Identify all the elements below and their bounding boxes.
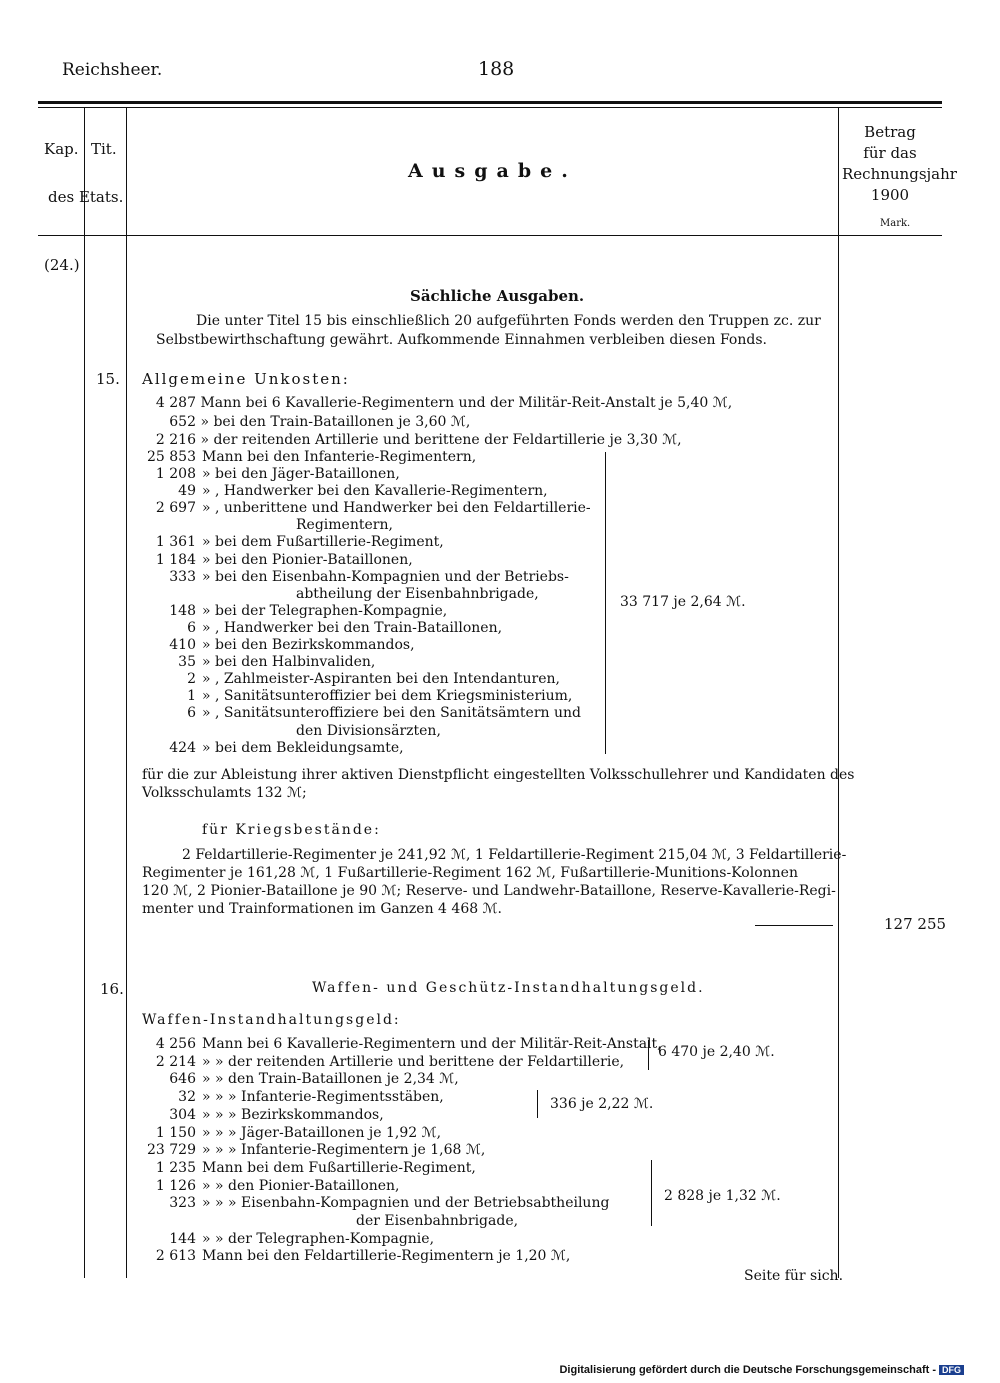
paragraph-line: Regimenter je 161,28 ℳ, 1 Fußartillerie-Regiment 162 ℳ, Fußartillerie-Munitions-Kolonnen xyxy=(142,865,798,881)
list-item xyxy=(140,586,591,603)
list-item xyxy=(140,603,591,620)
table-title: Ausgabe. xyxy=(408,160,577,182)
list-item xyxy=(140,483,591,500)
line-text: » » den Train-Bataillonen je 2,34 ℳ, xyxy=(202,1071,459,1088)
count: 2 697 xyxy=(155,500,196,517)
list-item xyxy=(140,552,591,569)
count: 2 216 xyxy=(155,432,196,448)
count: 304 xyxy=(169,1106,196,1123)
amount-header-line: Betrag xyxy=(864,123,916,141)
list-item xyxy=(140,1071,662,1089)
group-2-total: 336 je 2,22 ℳ. xyxy=(550,1096,654,1112)
list-item xyxy=(140,1036,662,1054)
intro-line: Selbstbewirthschaftung gewährt. Aufkommende Einnahmen verbleiben diesen Fonds. xyxy=(156,332,767,348)
title-15-lines-a xyxy=(140,394,732,450)
line-text: Mann bei den Infanterie-Regimentern, xyxy=(202,449,477,465)
list-item xyxy=(140,705,591,722)
count: 1 361 xyxy=(155,534,196,551)
line-text: » » » Infanterie-Regimentsstäben, xyxy=(202,1089,444,1106)
line-text: » der reitenden Artillerie und berittene der Feldartillerie je 3,30 ℳ, xyxy=(200,432,682,448)
list-item xyxy=(140,1054,662,1072)
list-item xyxy=(140,620,591,637)
line-text: » bei dem Fußartillerie-Regiment, xyxy=(202,534,444,551)
line-text: » bei den Jäger-Bataillonen, xyxy=(202,466,400,483)
count: 4 287 xyxy=(155,395,196,411)
list-item xyxy=(140,688,591,705)
page-number: 188 xyxy=(478,58,515,80)
list-item xyxy=(140,449,591,466)
list-item xyxy=(140,1178,662,1196)
col-tit: Tit. xyxy=(91,140,117,158)
title-15-number: 15. xyxy=(96,370,120,388)
paragraph-line: für die zur Ableistung ihrer aktiven Dienstpflicht eingestellten Volksschullehrer und Kandidaten des xyxy=(142,767,855,783)
amount-header-line: 1900 xyxy=(870,186,910,204)
header-bottom-rule xyxy=(38,235,942,236)
title-16-heading: Waffen-Instandhaltungsgeld: xyxy=(142,1012,401,1028)
teacher-paragraph xyxy=(142,766,854,802)
count: 1 126 xyxy=(155,1177,196,1194)
list-item xyxy=(140,500,591,517)
title-16-title: Waffen- und Geschütz-Instandhaltungsgeld. xyxy=(312,980,705,996)
list-item xyxy=(140,1213,662,1231)
title-16-number: 16. xyxy=(100,980,124,998)
list-item xyxy=(140,1160,662,1178)
count: 2 613 xyxy=(155,1248,196,1265)
list-item xyxy=(140,671,591,688)
line-text: Mann bei dem Fußartillerie-Regiment, xyxy=(202,1159,476,1176)
line-text: » , unberittene und Handwerker bei den Feldartillerie- xyxy=(202,500,591,517)
col-divider-tit xyxy=(126,108,127,1278)
col-divider-amount xyxy=(838,108,839,1278)
line-text: Mann bei den Feldartillerie-Regimentern je 1,20 ℳ, xyxy=(202,1248,571,1265)
brace xyxy=(651,1160,652,1226)
list-item xyxy=(140,517,591,534)
count: 23 729 xyxy=(147,1142,196,1159)
line-text: » bei den Train-Bataillonen je 3,60 ℳ, xyxy=(200,413,471,430)
brace xyxy=(605,452,606,754)
paragraph-line: 2 Feldartillerie-Regimenter je 241,92 ℳ, 1 Feldartillerie-Regiment 215,04 ℳ, 3 Feldartillerie- xyxy=(182,847,847,863)
col-kap: Kap. xyxy=(44,140,79,158)
line-text: Mann bei 6 Kavallerie-Regimentern und der Militär-Reit-Anstalt je 5,40 ℳ, xyxy=(200,395,733,411)
count: 6 xyxy=(187,705,196,722)
count: 333 xyxy=(169,568,196,585)
line-text: » , Zahlmeister-Aspiranten bei den Intendanturen, xyxy=(202,671,560,688)
count: 1 235 xyxy=(155,1159,196,1176)
list-item xyxy=(140,569,591,586)
count: 1 208 xyxy=(155,466,196,483)
dfg-logo: DFG xyxy=(939,1365,964,1375)
line-text: » » » Eisenbahn-Kompagnien und der Betriebsabtheilung xyxy=(202,1195,610,1212)
list-item xyxy=(140,466,591,483)
footer-credit xyxy=(559,1364,964,1376)
title-16-lines xyxy=(140,1036,662,1266)
amount-header-line: für das xyxy=(863,144,917,162)
line-text: » bei den Bezirkskommandos, xyxy=(202,637,415,654)
footer-text: Digitalisierung gefördert durch die Deutsche Forschungsgemeinschaft - xyxy=(559,1364,936,1376)
group-1-total: 6 470 je 2,40 ℳ. xyxy=(658,1044,775,1060)
line-text: » » » Infanterie-Regimentern je 1,68 ℳ, xyxy=(202,1142,486,1159)
count: 2 214 xyxy=(155,1053,196,1070)
intro-paragraph xyxy=(156,312,821,350)
line-text: » , Handwerker bei den Kavallerie-Regimentern, xyxy=(202,483,548,500)
count: 49 xyxy=(178,483,196,500)
paragraph-line: menter und Trainformationen im Ganzen 4 468 ℳ. xyxy=(142,901,503,917)
list-item xyxy=(140,1248,662,1266)
list-item xyxy=(140,534,591,551)
line-text: » » » Bezirkskommandos, xyxy=(202,1106,384,1123)
count: 1 184 xyxy=(155,551,196,568)
war-paragraph xyxy=(142,846,846,918)
line-text: Mann bei 6 Kavallerie-Regimentern und der Militär-Reit-Anstalt, xyxy=(202,1036,662,1052)
count: 4 256 xyxy=(155,1036,196,1052)
col-divider-kap xyxy=(84,108,85,1278)
intro-line: Die unter Titel 15 bis einschließlich 20 aufgeführten Fonds werden den Truppen zc. zur xyxy=(196,313,821,329)
count: 144 xyxy=(169,1230,196,1247)
list-item xyxy=(140,723,591,740)
line-text: den Divisionsärzten, xyxy=(296,722,441,739)
count: 6 xyxy=(187,619,196,636)
war-heading: für Kriegsbestände: xyxy=(202,822,381,838)
amount-header xyxy=(842,122,957,206)
title-15-heading: Allgemeine Unkosten: xyxy=(142,370,350,388)
top-double-rule xyxy=(38,101,942,104)
count: 424 xyxy=(169,739,196,756)
sum-rule xyxy=(755,925,833,926)
brace xyxy=(537,1090,538,1118)
line-text: » , Sanitätsunteroffiziere bei den Sanitätsämtern und xyxy=(202,705,581,722)
list-item xyxy=(140,740,591,757)
list-item xyxy=(140,1231,662,1249)
line-text: » bei der Telegraphen-Kompagnie, xyxy=(202,602,448,619)
section-title: Sächliche Ausgaben. xyxy=(410,287,585,305)
turn-note: Seite für sich. xyxy=(744,1268,844,1284)
line-text: » » den Pionier-Bataillonen, xyxy=(202,1177,400,1194)
line-text: » bei den Halbinvaliden, xyxy=(202,654,376,671)
line-text: » » der reitenden Artillerie und berittene der Feldartillerie, xyxy=(202,1053,625,1070)
line-text: der Eisenbahnbrigade, xyxy=(356,1213,519,1230)
list-item xyxy=(140,1125,662,1143)
mark-label: Mark. xyxy=(880,218,911,229)
line-text: » » der Telegraphen-Kompagnie, xyxy=(202,1230,435,1247)
amount-header-line: Rechnungsjahr xyxy=(842,165,957,183)
line-text: Regimentern, xyxy=(296,517,393,534)
list-item xyxy=(140,637,591,654)
count: 410 xyxy=(169,637,196,654)
brace-total: 33 717 je 2,64 ℳ. xyxy=(620,594,746,610)
count: 35 xyxy=(178,654,196,671)
title-15-lines-b xyxy=(140,449,591,757)
line-text: abtheilung der Eisenbahnbrigade, xyxy=(296,585,539,602)
paragraph-line: 120 ℳ, 2 Pionier-Bataillone je 90 ℳ; Reserve- und Landwehr-Bataillone, Reserve-Kavallerie-Regi- xyxy=(142,883,836,899)
count: 1 xyxy=(187,688,196,705)
list-item xyxy=(140,654,591,671)
line-text: » » » Jäger-Bataillonen je 1,92 ℳ, xyxy=(202,1124,442,1141)
count: 1 150 xyxy=(155,1124,196,1141)
count: 148 xyxy=(169,602,196,619)
line-text: » , Sanitätsunteroffizier bei dem Kriegsministerium, xyxy=(202,688,573,705)
kapitel-number: (24.) xyxy=(44,256,80,274)
count: 32 xyxy=(178,1089,196,1106)
group-3-total: 2 828 je 1,32 ℳ. xyxy=(664,1188,781,1204)
running-head: Reichsheer. xyxy=(62,60,163,80)
brace xyxy=(648,1040,649,1070)
list-item xyxy=(140,1142,662,1160)
title-15-amount: 127 255 xyxy=(884,915,947,933)
line-text: » , Handwerker bei den Train-Bataillonen, xyxy=(202,619,503,636)
line-text: » bei dem Bekleidungsamte, xyxy=(202,739,404,756)
col-etats: des Etats. xyxy=(48,188,124,206)
count: 2 xyxy=(187,671,196,688)
top-rule-thin xyxy=(38,107,942,108)
count: 323 xyxy=(169,1195,196,1212)
line-text: » bei den Pionier-Bataillonen, xyxy=(202,551,413,568)
count: 25 853 xyxy=(147,449,196,465)
paragraph-line: Volksschulamts 132 ℳ; xyxy=(142,785,307,801)
line-text: » bei den Eisenbahn-Kompagnien und der Betriebs- xyxy=(202,568,569,585)
list-item xyxy=(140,1195,662,1213)
count: 652 xyxy=(169,413,196,430)
count: 646 xyxy=(169,1071,196,1088)
